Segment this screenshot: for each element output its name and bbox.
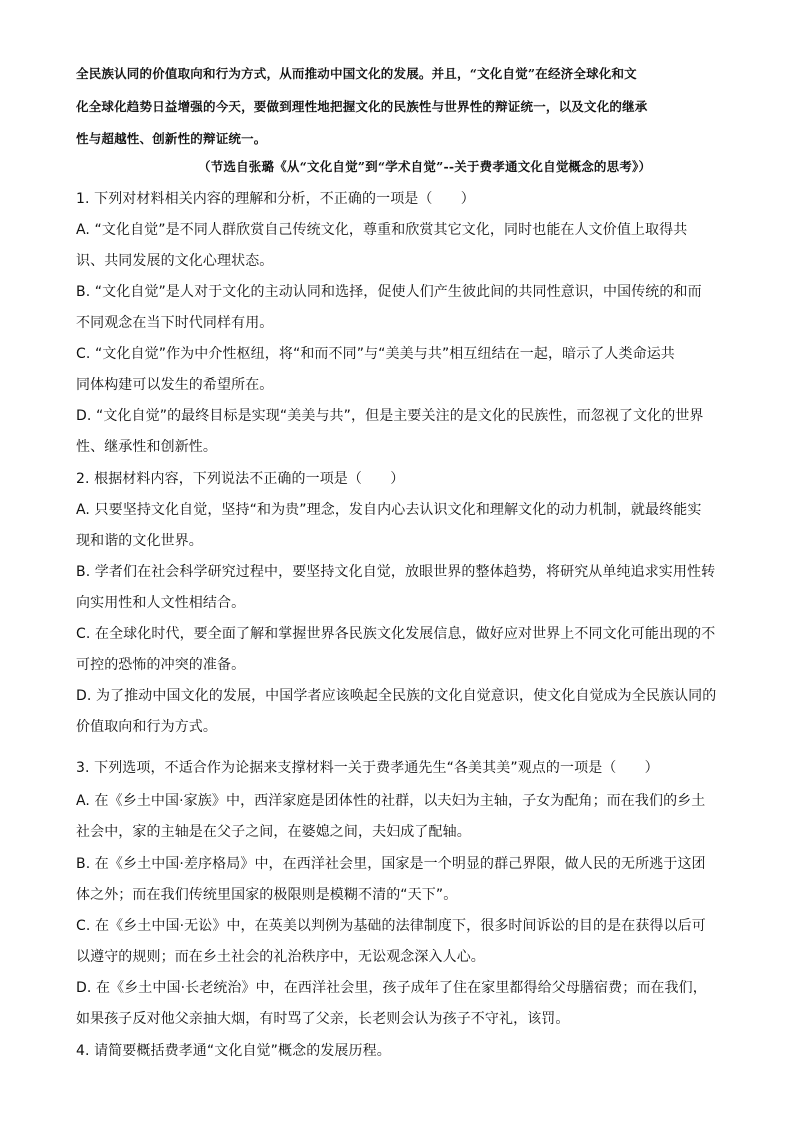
option-line: B. 学者们在社会科学研究过程中，要坚持文化自觉，放眼世界的整体趋势，将研究从单纯追求实用性转 [76,564,716,580]
option-line: 性、继承性和创新性。 [76,439,217,455]
question-stem: 4. 请简要概括费孝通“文化自觉”概念的发展历程。 [76,1043,391,1059]
passage-line: 化全球化趋势日益增强的今天，要做到理性地把握文化的民族性与世界性的辩证统一，以及文化的继承 [76,99,648,114]
option-line: 如果孩子反对他父亲抽大烟，有时骂了父亲，长老则会认为孩子不守礼，该罚。 [76,1011,570,1027]
option-line: D. 为了推动中国文化的发展，中国学者应该唤起全民族的文化自觉意识，使文化自觉成为全民族认同的 [76,688,717,704]
option-line: D. “文化自觉”的最终目标是实现“美美与共”，但是主要关注的是文化的民族性，而忽视了文化的世界 [76,408,704,424]
option-line: 以遵守的规则；而在乡土社会的礼治秩序中，无讼观念深入人心。 [76,949,485,965]
option-line: B. 在《乡土中国·差序格局》中，在西洋社会里，国家是一个明显的群己界限，做人民的无所逃于这团 [76,856,706,872]
option-line: 价值取向和行为方式。 [76,719,217,735]
question-stem: 2. 根据材料内容，下列说法不正确的一项是（ ） [76,471,405,487]
option-line: 同体构建可以发生的希望所在。 [76,377,274,393]
option-line: 可控的恐怖的冲突的准备。 [76,657,246,673]
option-line: 社会中，家的主轴是在父子之间，在婆媳之间，夫妇成了配轴。 [76,824,471,840]
passage-source: （节选自张璐《从“文化自觉”到“学术自觉”--关于费孝通文化自觉概念的思考》） [198,159,652,174]
option-line: C. “文化自觉”作为中介性枢纽，将“和而不同”与“美美与共”相互纽结在一起，暗示了人类命运共 [76,346,675,362]
option-line: 体之外；而在我们传统里国家的极限则是模糊不清的“天下”。 [76,887,458,903]
option-line: 向实用性和人文性相结合。 [76,595,246,611]
option-line: A. 在《乡土中国·家族》中，西洋家庭是团体性的社群，以夫妇为主轴，子女为配角；而在我们的乡土 [76,793,706,809]
option-line: 现和谐的文化世界。 [76,533,203,549]
option-line: A. 只要坚持文化自觉，坚持“和为贵”理念，发自内心去认识文化和理解文化的动力机制，就最终能实 [76,502,702,518]
option-line: D. 在《乡土中国·长老统治》中，在西洋社会里，孩子成年了住在家里都得给父母膳宿费；而在我们， [76,980,707,996]
question-stem: 3. 下列选项，不适合作为论据来支撑材料一关于费孝通先生“各美其美”观点的一项是（ ） [76,760,659,776]
option-line: B. “文化自觉”是人对于文化的主动认同和选择，促使人们产生彼此间的共同性意识，中国传统的和而 [76,284,702,300]
passage-line: 性与超越性、创新性的辩证统一。 [76,131,267,146]
option-line: A. “文化自觉”是不同人群欣赏自己传统文化，尊重和欣赏其它文化，同时也能在人文价值上取得共 [76,222,688,238]
option-line: C. 在《乡土中国·无讼》中，在英美以判例为基础的法律制度下，很多时间诉讼的目的是在获得以后可 [76,918,706,934]
option-line: C. 在全球化时代，要全面了解和掌握世界各民族文化发展信息，做好应对世界上不同文化可能出现的不 [76,626,716,642]
question-stem: 1. 下列对材料相关内容的理解和分析，不正确的一项是（ ） [76,191,475,207]
option-line: 不同观念在当下时代同样有用。 [76,315,274,331]
option-line: 识、共同发展的文化心理状态。 [76,253,274,269]
passage-line: 全民族认同的价值取向和行为方式，从而推动中国文化的发展。并且，“文化自觉”在经济全球化和文 [76,66,637,81]
